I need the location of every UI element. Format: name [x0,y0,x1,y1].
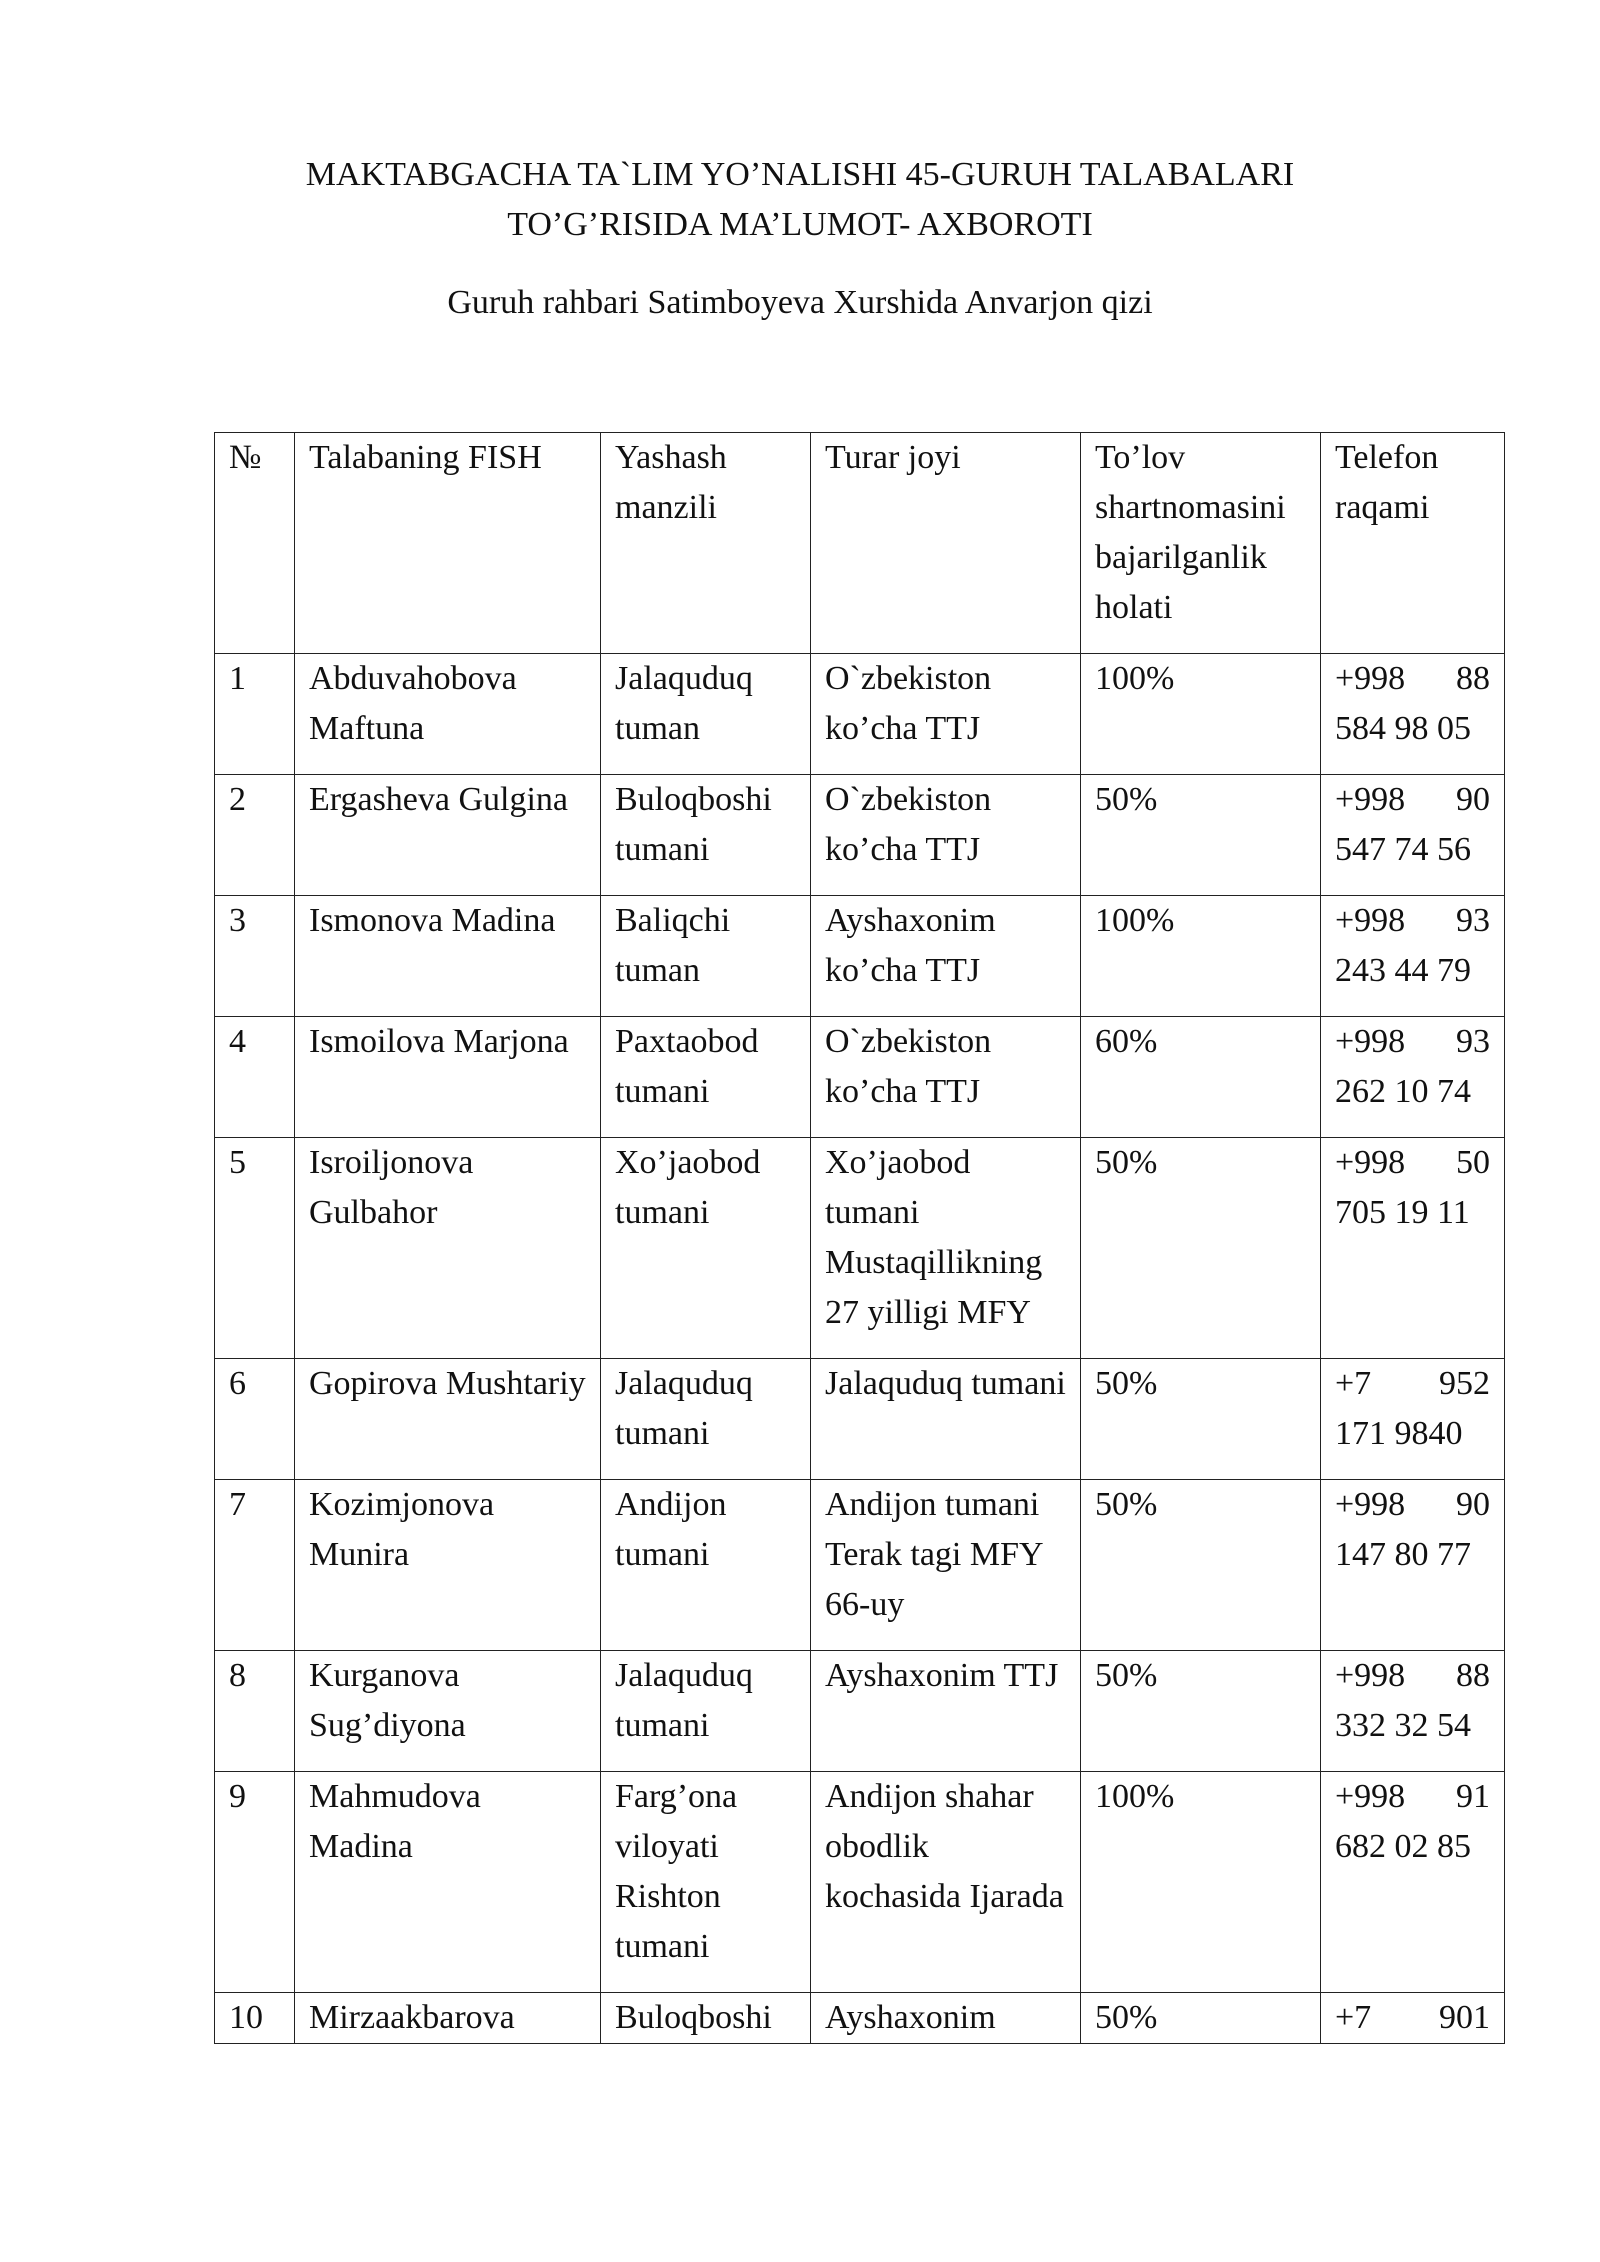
cell-payment: 100% [1081,1772,1321,1993]
cell-address: Ayshaxonim ko’cha TTJ [811,896,1081,1017]
table-row [215,1993,1505,2044]
cell-address: Ayshaxonim [811,1993,1081,2044]
cell-name: Ismoilova Marjona [295,1017,601,1138]
phone-line [1335,1017,1490,1067]
cell-name: Kurganova Sug’diyona [295,1651,601,1772]
cell-phone [1321,1017,1505,1138]
table-row [215,775,1505,896]
phone-line [1335,1359,1490,1409]
phone-operator: 50 [1456,1144,1490,1181]
table-row [215,1480,1505,1651]
cell-name: Mahmudova Madina [295,1772,601,1993]
table-header-row [215,433,1505,654]
phone-number: 262 10 74 [1335,1073,1471,1110]
header-no: № [215,433,295,654]
header-phone: Telefon raqami [1321,433,1505,654]
cell-address: Ayshaxonim TTJ [811,1651,1081,1772]
cell-phone [1321,1359,1505,1480]
cell-no: 9 [215,1772,295,1993]
cell-phone [1321,1993,1505,2044]
phone-line [1335,1651,1490,1701]
cell-address: O`zbekiston ko’cha TTJ [811,1017,1081,1138]
phone-operator: 952 [1439,1365,1490,1402]
phone-code: +7 [1335,1999,1372,2036]
table-row [215,1017,1505,1138]
cell-payment: 50% [1081,1138,1321,1359]
cell-phone [1321,1138,1505,1359]
phone-line [1335,775,1490,825]
phone-code: +998 [1335,1144,1406,1181]
cell-address: Jalaquduq tumani [811,1359,1081,1480]
header-address: Turar joyi [811,433,1081,654]
cell-payment: 100% [1081,896,1321,1017]
phone-number: 171 9840 [1335,1415,1463,1452]
cell-region: Jalaquduq tumani [601,1651,811,1772]
cell-name: Abduvahobova Maftuna [295,654,601,775]
cell-payment: 60% [1081,1017,1321,1138]
cell-payment: 50% [1081,1993,1321,2044]
phone-operator: 91 [1456,1778,1490,1815]
cell-no: 7 [215,1480,295,1651]
cell-address: Xo’jaobod tumani Mustaqillikning 27 yilligi MFY [811,1138,1081,1359]
cell-region: Xo’jaobod tumani [601,1138,811,1359]
phone-line [1335,896,1490,946]
phone-code: +7 [1335,1365,1372,1402]
cell-phone [1321,775,1505,896]
phone-operator: 88 [1456,1657,1490,1694]
cell-no: 4 [215,1017,295,1138]
phone-line [1335,654,1490,704]
table-row [215,1651,1505,1772]
document-title [0,150,1600,250]
phone-number: 147 80 77 [1335,1536,1471,1573]
phone-line [1335,1138,1490,1188]
cell-phone [1321,1651,1505,1772]
phone-code: +998 [1335,1657,1406,1694]
cell-payment: 100% [1081,654,1321,775]
cell-region: Baliqchi tuman [601,896,811,1017]
cell-phone [1321,1480,1505,1651]
cell-name: Kozimjonova Munira [295,1480,601,1651]
cell-no: 2 [215,775,295,896]
table-row [215,1138,1505,1359]
header-payment: To’lov shartnomasini bajarilganlik holati [1081,433,1321,654]
cell-no: 8 [215,1651,295,1772]
title-line-1: MAKTABGACHA TA`LIM YO’NALISHI 45-GURUH TALABALARI [305,156,1295,193]
cell-name: Isroiljonova Gulbahor [295,1138,601,1359]
phone-code: +998 [1335,1778,1406,1815]
cell-no: 3 [215,896,295,1017]
cell-name: Ismonova Madina [295,896,601,1017]
table-row [215,654,1505,775]
cell-region: Buloqboshi [601,1993,811,2044]
phone-number: 547 74 56 [1335,831,1471,868]
phone-line [1335,1480,1490,1530]
cell-payment: 50% [1081,1480,1321,1651]
cell-no: 10 [215,1993,295,2044]
cell-address: O`zbekiston ko’cha TTJ [811,775,1081,896]
phone-code: +998 [1335,1023,1406,1060]
cell-address: Andijon shahar obodlik kochasida Ijarada [811,1772,1081,1993]
table-row [215,896,1505,1017]
cell-payment: 50% [1081,1651,1321,1772]
cell-phone [1321,654,1505,775]
phone-number: 332 32 54 [1335,1707,1471,1744]
phone-operator: 93 [1456,902,1490,939]
phone-operator: 901 [1439,1999,1490,2036]
cell-name: Gopirova Mushtariy [295,1359,601,1480]
cell-region: Buloqboshi tumani [601,775,811,896]
cell-region: Paxtaobod tumani [601,1017,811,1138]
title-line-2: TO’G’RISIDA MA’LUMOT- AXBOROTI [507,206,1093,243]
cell-address: Andijon tumani Terak tagi MFY 66-uy [811,1480,1081,1651]
phone-number: 682 02 85 [1335,1828,1471,1865]
cell-payment: 50% [1081,1359,1321,1480]
phone-line [1335,1993,1490,2043]
phone-number: 705 19 11 [1335,1194,1470,1231]
header-region: Yashash manzili [601,433,811,654]
table-row [215,1772,1505,1993]
phone-operator: 90 [1456,781,1490,818]
phone-operator: 88 [1456,660,1490,697]
group-leader-subtitle: Guruh rahbari Satimboyeva Xurshida Anvarjon qizi [447,284,1153,321]
phone-operator: 90 [1456,1486,1490,1523]
cell-phone [1321,896,1505,1017]
phone-operator: 93 [1456,1023,1490,1060]
phone-number: 243 44 79 [1335,952,1471,989]
cell-no: 1 [215,654,295,775]
cell-name: Ergasheva Gulgina [295,775,601,896]
cell-address: O`zbekiston ko’cha TTJ [811,654,1081,775]
cell-region: Jalaquduq tuman [601,654,811,775]
phone-number: 584 98 05 [1335,710,1471,747]
cell-no: 6 [215,1359,295,1480]
phone-code: +998 [1335,660,1406,697]
phone-code: +998 [1335,902,1406,939]
students-table [214,432,1505,2044]
cell-name: Mirzaakbarova [295,1993,601,2044]
cell-payment: 50% [1081,775,1321,896]
cell-phone [1321,1772,1505,1993]
cell-region: Jalaquduq tumani [601,1359,811,1480]
table-row [215,1359,1505,1480]
phone-line [1335,1772,1490,1822]
phone-code: +998 [1335,1486,1406,1523]
cell-no: 5 [215,1138,295,1359]
phone-code: +998 [1335,781,1406,818]
header-name: Talabaning FISH [295,433,601,654]
cell-region: Farg’ona viloyati Rishton tumani [601,1772,811,1993]
cell-region: Andijon tumani [601,1480,811,1651]
